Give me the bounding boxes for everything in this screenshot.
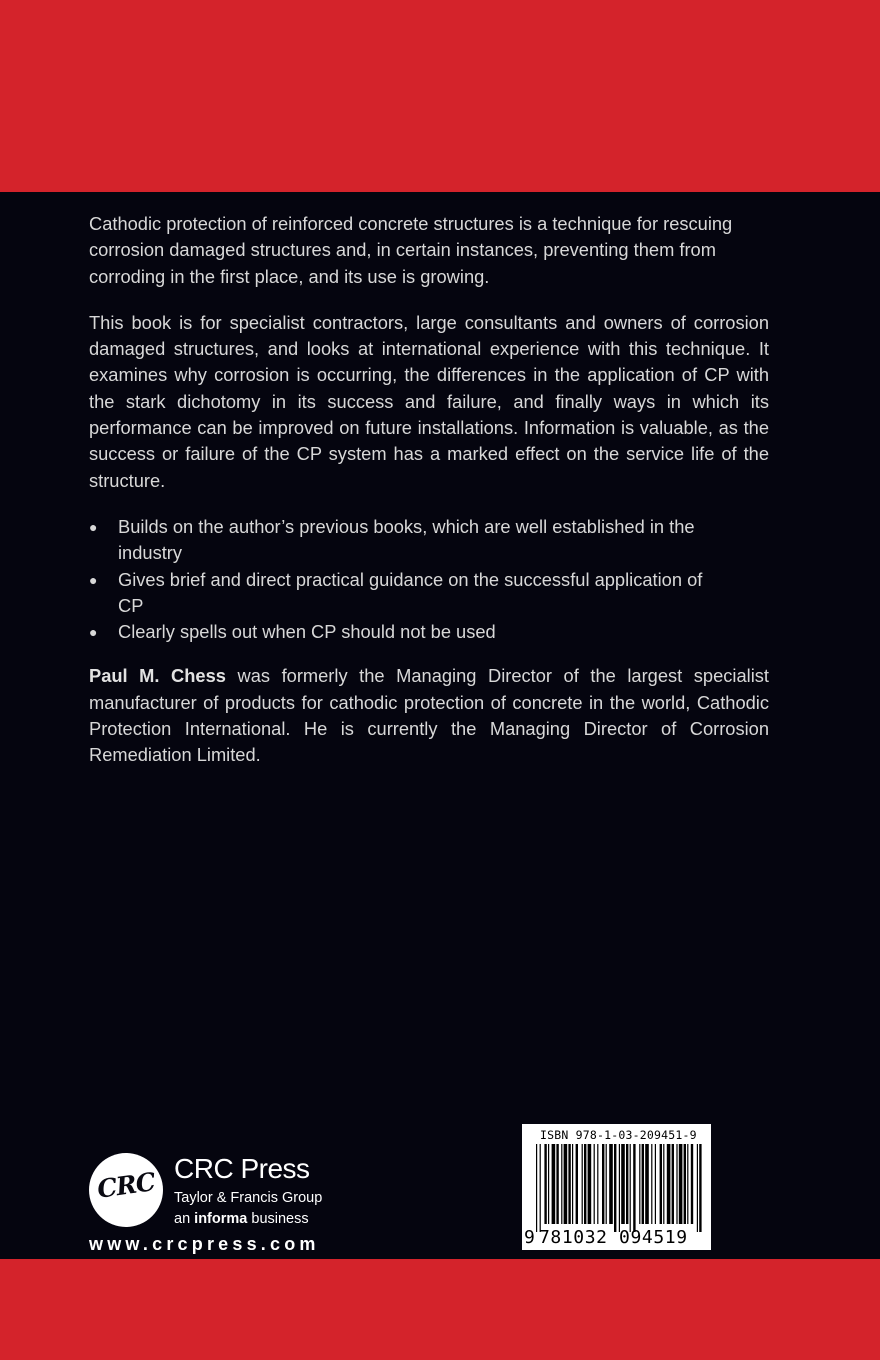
barcode-bar xyxy=(667,1144,671,1224)
bullet-icon: ● xyxy=(89,518,98,535)
list-item-text: Gives brief and direct practical guidance on the successful application of CP xyxy=(118,568,703,616)
author-bio xyxy=(89,663,769,768)
barcode-bar xyxy=(561,1144,562,1224)
list-item xyxy=(89,619,728,645)
barcode-bar xyxy=(645,1144,649,1224)
publisher-name: CRC Press xyxy=(174,1153,310,1184)
list-item-text: Clearly spells out when CP should not be used xyxy=(118,621,496,643)
barcode-bar xyxy=(639,1144,640,1224)
barcode-bar xyxy=(633,1144,635,1232)
ean-first-digit: 9 xyxy=(524,1227,535,1248)
barcode-bar xyxy=(684,1144,686,1224)
author-bio-text: was formerly the Managing Director of the largest specialist manufacturer of products for cathodic protection of concrete in the world, Cathodic Protection International. He is currently the Managing Director of Corrosion Remediation Limited. xyxy=(89,665,769,766)
barcode-bar xyxy=(548,1144,549,1224)
barcode-bar xyxy=(621,1144,625,1224)
barcode-bar xyxy=(691,1144,693,1224)
tagline-suffix: business xyxy=(251,1211,309,1227)
barcode-bar xyxy=(699,1144,701,1232)
bullet-icon: ● xyxy=(89,571,98,588)
barcode-bar xyxy=(651,1144,652,1224)
barcode-bar xyxy=(660,1144,662,1224)
ean-remaining-digits: 781032 094519 xyxy=(539,1227,688,1248)
barcode-bar xyxy=(594,1144,595,1224)
barcode-bar xyxy=(568,1144,570,1224)
description-paragraph: This book is for specialist contractors, large consultants and owners of corrosion damaged structures, and looks at international experience with this technique. It examines why corrosion is occurring, the differences in the application of CP with the stark dichotomy in its success and failure, and finally ways in which its performance can be improved on future installations. Information is valuable, as the success or failure of the CP system has a marked effect on the service life of the structure. xyxy=(89,311,769,491)
list-item-text: Builds on the author’s previous books, which are well established in the industry xyxy=(118,515,695,564)
barcode-bar xyxy=(584,1144,586,1224)
barcode-bar xyxy=(552,1144,556,1224)
crc-logo-icon xyxy=(89,1153,163,1227)
publisher-group: Taylor & Francis Group xyxy=(174,1190,323,1206)
barcode-bar xyxy=(642,1144,644,1224)
feature-list xyxy=(89,514,769,645)
barcode-bar xyxy=(655,1144,656,1224)
barcode-bar xyxy=(606,1144,607,1224)
publisher-tagline xyxy=(174,1210,309,1228)
list-item xyxy=(89,514,728,567)
barcode-bar xyxy=(564,1144,568,1224)
tagline-bold: informa xyxy=(194,1211,248,1227)
bottom-red-band xyxy=(0,1259,880,1360)
barcode-bar xyxy=(663,1144,664,1224)
barcode-bar xyxy=(679,1144,683,1224)
barcode-bar xyxy=(602,1144,604,1224)
back-cover-text xyxy=(89,211,769,789)
top-red-band xyxy=(0,0,880,192)
tagline-prefix: an xyxy=(174,1211,191,1227)
bullet-icon: ● xyxy=(89,624,98,641)
barcode-bar xyxy=(582,1144,583,1224)
isbn-label: ISBN 978-1-03-209451-9 xyxy=(540,1128,697,1142)
barcode-bar xyxy=(697,1144,698,1232)
barcode-bar xyxy=(572,1144,573,1224)
barcode-bar xyxy=(609,1144,613,1224)
barcode-bar xyxy=(672,1144,674,1224)
crc-logo-text: CRC xyxy=(95,1167,157,1204)
barcode-bar xyxy=(676,1144,677,1224)
barcode-bar xyxy=(536,1144,537,1232)
barcode-bar xyxy=(556,1144,558,1224)
barcode-bar xyxy=(597,1144,598,1224)
barcode-bar xyxy=(614,1144,616,1232)
intro-paragraph: Cathodic protection of reinforced concrete structures is a technique for rescuing corrosion damaged structures and, in certain instances, preventing them from corroding in the first place, and its use is growing. xyxy=(89,213,733,287)
barcode-bar xyxy=(619,1144,620,1232)
barcode-bar xyxy=(687,1144,688,1224)
author-name: Paul M. Chess xyxy=(89,665,226,687)
isbn-barcode xyxy=(522,1124,711,1250)
barcode-bar xyxy=(540,1144,541,1232)
publisher-url: www.crcpress.com xyxy=(89,1234,320,1254)
barcode-bar xyxy=(576,1144,578,1224)
barcode-bar xyxy=(626,1144,628,1224)
barcode-bar xyxy=(588,1144,592,1224)
list-item xyxy=(89,567,728,620)
barcode-bar xyxy=(544,1144,546,1224)
barcode-bar xyxy=(630,1144,631,1232)
